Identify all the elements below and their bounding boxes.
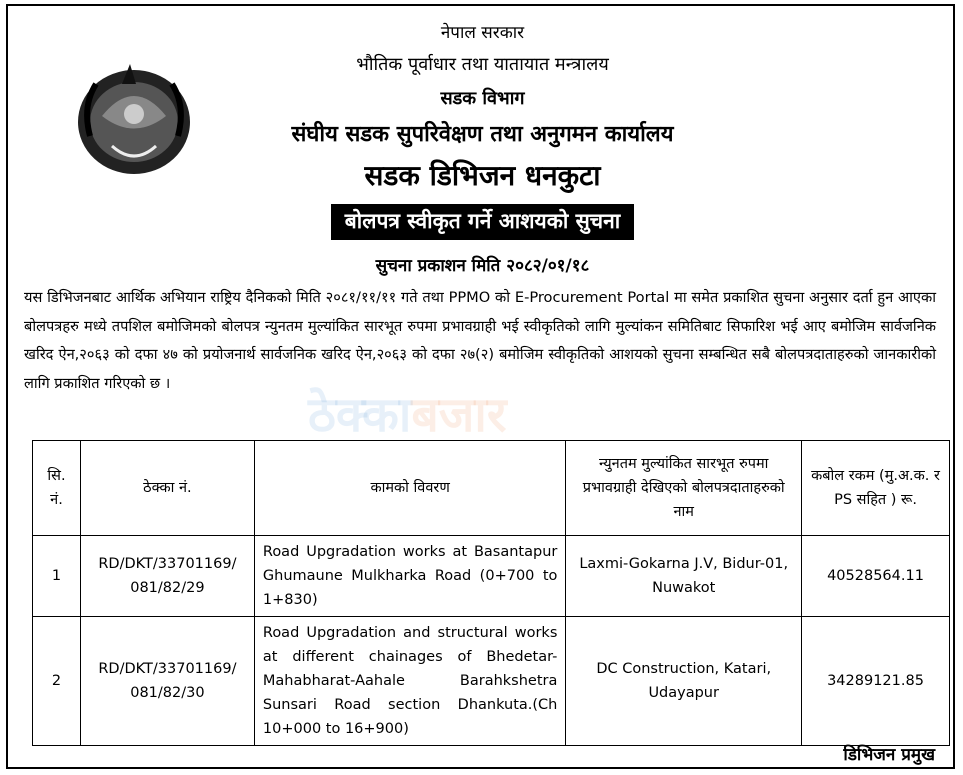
notice-body: यस डिभिजनबाट आर्थिक अभियान राष्ट्रिय दैनिकको मिति २०८१/११/११ गते तथा PPMO को E-Procurement Portal मा समेत प्रकाशित सुचना अनुसार दर्ता हुन आएका बोलपत्रहरु मध्ये तपशिल बमोजिमको बोलपत्र न्युनतम मुल्यांकित सारभूत रुपमा प्रभावग्राही भई स्वीकृतिको लागि मुल्यांकन समितिबाट सिफारिश भई आए बमोजिम सार्वजनिक खरिद ऐन,२०६३ को दफा ४७ को प्रयोजनार्थ सार्वजनिक खरिद ऐन,२०६३ को दफा २७(२) बमोजिम स्वीकृतिको आशयको सुचना सम्बन्धित सबै बोलपत्रदाताहरुको जानकारीको लागि प्रकाशित गरिएको छ । — [24, 289, 936, 392]
row-amount: 34289121.85 — [802, 617, 950, 746]
row-bidder: Laxmi-Gokarna J.V, Bidur-01, Nuwakot — [566, 536, 802, 617]
division-name: सडक डिभिजन धनकुटा — [364, 159, 601, 192]
header-contract-no: ठेक्का नं. — [80, 441, 254, 536]
table-row — [33, 536, 950, 617]
row-contract-no: RD/DKT/33701169/ 081/82/29 — [80, 536, 254, 617]
notice-title: बोलपत्र स्वीकृत गर्ने आशयको सुचना — [331, 204, 634, 240]
row-bidder: DC Construction, Katari, Udayapur — [566, 617, 802, 746]
header-bidder: न्युनतम मुल्यांकित सारभूत रुपमा प्रभावग्राही देखिएको बोलपत्रदाताहरुको नाम — [566, 441, 802, 536]
row-sn: 2 — [33, 617, 81, 746]
header-amount: कबोल रकम (मु.अ.क. र PS सहित ) रू. — [802, 441, 950, 536]
watermark-part1: ठेक्का — [308, 387, 412, 443]
signature-title: डिभिजन प्रमुख — [843, 745, 935, 765]
tender-table — [32, 440, 950, 746]
row-contract-no: RD/DKT/33701169/ 081/82/30 — [80, 617, 254, 746]
publication-date: सुचना प्रकाशन मिति २०८२/०१/१८ — [375, 256, 590, 276]
row-sn: 1 — [33, 536, 81, 617]
row-amount: 40528564.11 — [802, 536, 950, 617]
government-name: नेपाल सरकार — [440, 23, 525, 43]
watermark-part2: बजार — [411, 387, 507, 443]
table-row — [33, 617, 950, 746]
notice-title-wrap — [8, 204, 957, 240]
row-description: Road Upgradation and structural works at different chainages of Bhedetar-Mahabharat-Aahale Barahkshetra Sunsari Road section Dhankuta.(Ch 10+000 to 16+900) — [254, 617, 565, 746]
notice-frame — [6, 4, 955, 769]
header-sn: सि. नं. — [33, 441, 81, 536]
row-description: Road Upgradation works at Basantapur Ghumaune Mulkharka Road (0+700 to 1+830) — [254, 536, 565, 617]
header-description: कामको विवरण — [254, 441, 565, 536]
table-header-row — [33, 441, 950, 536]
ministry-name: भौतिक पूर्वाधार तथा यातायात मन्त्रालय — [356, 54, 609, 75]
office-name: संघीय सडक सुपरिवेक्षण तथा अनुगमन कार्यालय — [291, 122, 674, 147]
department-name: सडक विभाग — [440, 88, 525, 109]
